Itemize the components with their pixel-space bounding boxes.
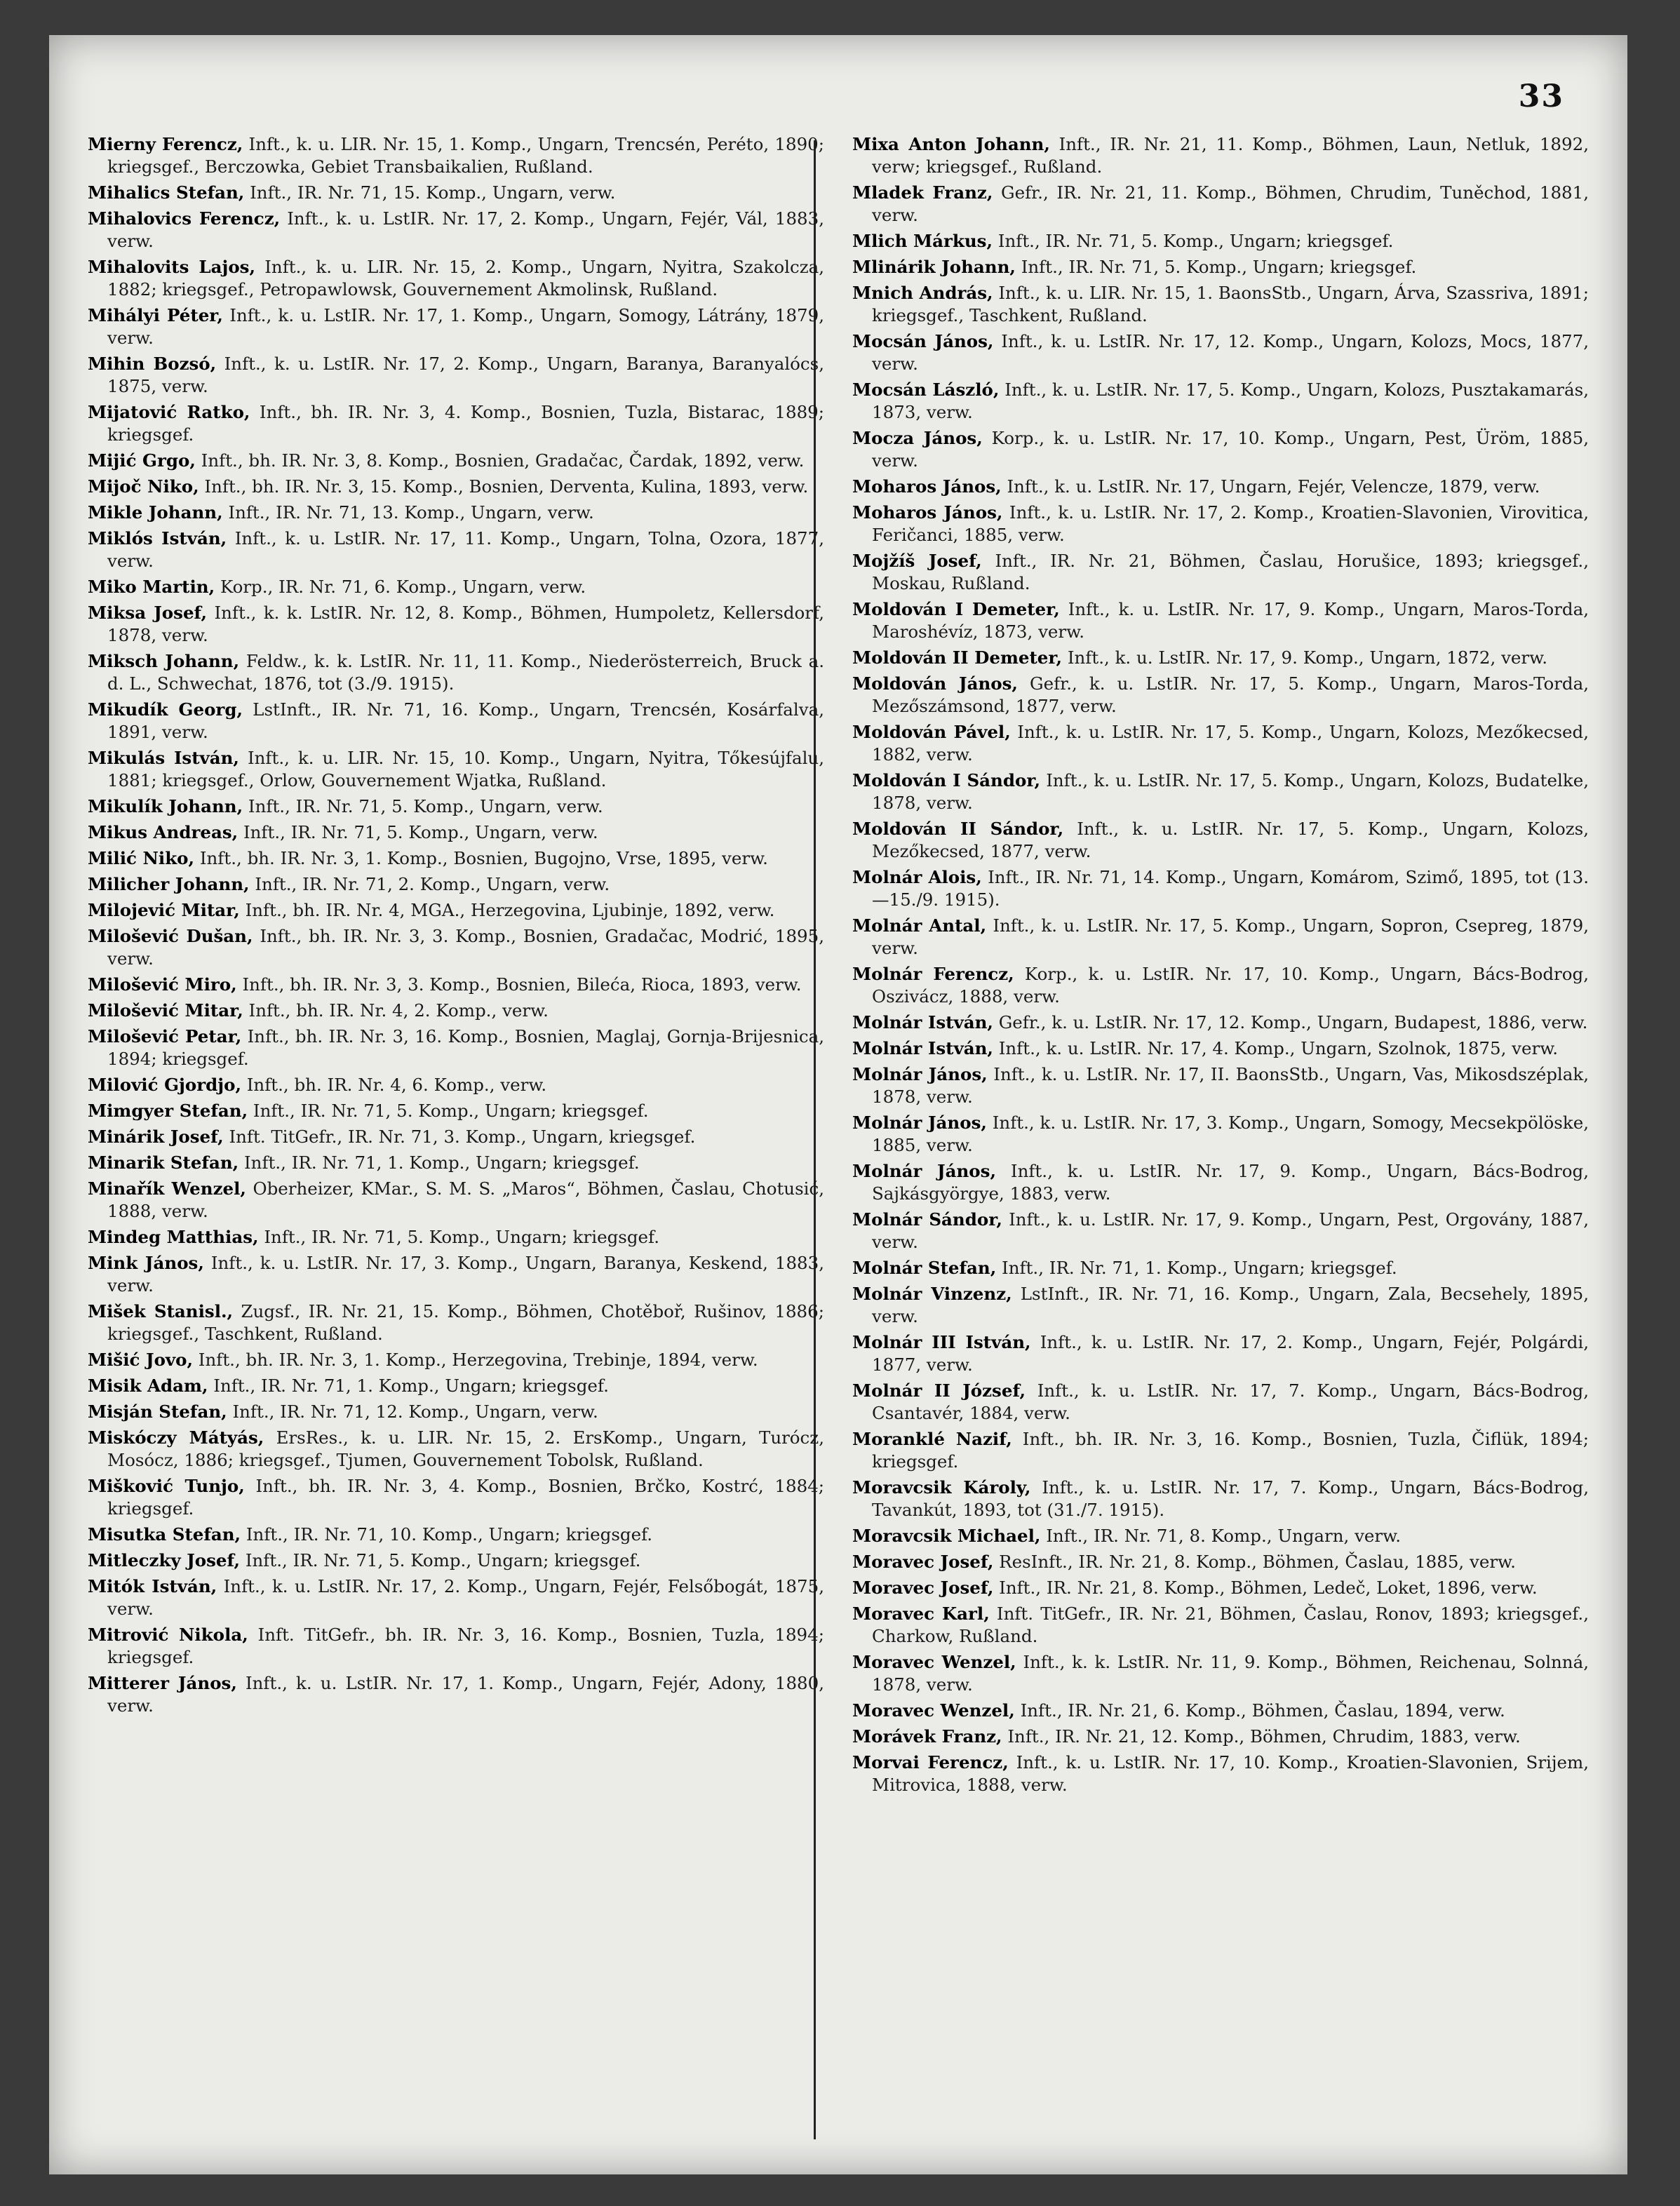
entry-details: Inft., IR. Nr. 71, 5. Komp., Ungarn, verw. — [243, 796, 603, 816]
list-entry — [88, 1427, 824, 1472]
list-entry — [88, 925, 824, 970]
entry-details: Gefr., k. u. LstIR. Nr. 17, 12. Komp., Ungarn, Budapest, 1886, verw. — [993, 1012, 1588, 1033]
list-entry — [852, 476, 1589, 498]
entry-name: Mocsán László, — [852, 379, 1000, 400]
entry-details: Inft., bh. IR. Nr. 3, 1. Komp., Bosnien, Bugojno, Vrse, 1895, verw. — [194, 848, 768, 868]
list-entry — [88, 899, 824, 922]
entry-details: Inft. TitGefr., IR. Nr. 21, Böhmen, Časlau, Ronov, 1893; kriegsgef., Charkow, Rußland. — [872, 1603, 1589, 1646]
list-entry — [88, 847, 824, 870]
list-entry — [88, 1524, 824, 1546]
entry-name: Molnár Stefan, — [852, 1258, 997, 1278]
entry-name: Mlinárik Johann, — [852, 257, 1016, 277]
entry-name: Molnár Alois, — [852, 867, 982, 887]
entry-details: Inft., k. u. LstIR. Nr. 17, 5. Komp., Ungarn, Kolozs, Mezőkecsed, 1877, verw. — [872, 819, 1589, 861]
entry-details: Oberheizer, KMar., S. M. S. „Maros“, Böhmen, Časlau, Chotusić, 1888, verw. — [107, 1178, 824, 1221]
entry-details: Inft., bh. IR. Nr. 3, 3. Komp., Bosnien, Gradačac, Modrić, 1895, verw. — [107, 926, 824, 969]
list-entry — [852, 1551, 1589, 1573]
entry-details: Inft., k. k. LstIR. Nr. 12, 8. Komp., Böhmen, Humpoletz, Kellersdorf, 1878, verw. — [107, 603, 824, 645]
list-entry — [852, 598, 1589, 643]
entry-name: Moldován II Demeter, — [852, 647, 1063, 668]
list-entry — [88, 1401, 824, 1423]
entry-details: Inft., k. u. LstIR. Nr. 17, 1. Komp., Ungarn, Fejér, Adony, 1880, verw. — [107, 1673, 824, 1716]
entry-details: Inft., IR. Nr. 21, 12. Komp., Böhmen, Chrudim, 1883, verw. — [1002, 1726, 1521, 1747]
entry-name: Moldován Pável, — [852, 722, 1011, 742]
list-entry — [88, 256, 824, 301]
entry-name: Miksch Johann, — [88, 651, 240, 671]
list-entry — [852, 1603, 1589, 1648]
entry-name: Minárik Josef, — [88, 1126, 224, 1147]
entry-name: Misik Adam, — [88, 1376, 208, 1396]
entry-name: Mitleczky Josef, — [88, 1550, 241, 1571]
entry-name: Molnár János, — [852, 1161, 996, 1181]
list-entry — [88, 1549, 824, 1572]
page-number: 33 — [1518, 79, 1564, 114]
entry-details: Inft., k. u. LstIR. Nr. 17, 2. Komp., Kroatien-Slavonien, Virovitica, Feričanci, 1885, verw. — [872, 502, 1589, 545]
entry-details: Inft., k. u. LstIR. Nr. 17, 3. Komp., Ungarn, Somogy, Mecsekpölöske, 1885, verw. — [872, 1112, 1589, 1155]
list-entry — [88, 1475, 824, 1520]
list-entry — [852, 866, 1589, 911]
entry-name: Moldován János, — [852, 673, 1018, 694]
list-entry — [88, 795, 824, 818]
list-entry — [852, 427, 1589, 472]
list-entry — [88, 133, 824, 178]
list-entry — [852, 1477, 1589, 1521]
entry-name: Molnár János, — [852, 1112, 987, 1133]
entry-details: LstInft., IR. Nr. 71, 16. Komp., Ungarn, Zala, Becsehely, 1895, verw. — [872, 1284, 1589, 1326]
list-entry — [88, 401, 824, 446]
list-entry — [852, 1011, 1589, 1034]
entry-details: Inft., IR. Nr. 71, 8. Komp., Ungarn, verw. — [1040, 1526, 1401, 1546]
list-entry — [88, 502, 824, 524]
entry-name: Mikudík Georg, — [88, 699, 243, 720]
entry-details: Inft., k. u. LstIR. Nr. 17, 2. Komp., Ungarn, Fejér, Polgárdi, 1877, verw. — [872, 1332, 1589, 1375]
entry-details: Korp., k. u. LstIR. Nr. 17, 10. Komp., Ungarn, Bács-Bodrog, Oszivácz, 1888, verw. — [872, 964, 1589, 1007]
entry-name: Moldován I Demeter, — [852, 599, 1060, 619]
entry-name: Milicher Johann, — [88, 874, 250, 894]
entry-name: Misján Stefan, — [88, 1401, 227, 1422]
list-entry — [852, 818, 1589, 863]
entry-name: Mihalovics Ferencz, — [88, 208, 281, 229]
entry-details: Inft., k. u. LstIR. Nr. 17, 10. Komp., Kroatien-Slavonien, Srijem, Mitrovica, 1888, verw. — [872, 1752, 1589, 1795]
entry-name: Moravcsik Michael, — [852, 1526, 1041, 1546]
entry-name: Mierny Ferencz, — [88, 134, 243, 154]
list-entry — [88, 1000, 824, 1022]
list-entry — [852, 1160, 1589, 1205]
entry-name: Moharos János, — [852, 502, 1003, 523]
entry-details: Inft., IR. Nr. 71, 5. Komp., Ungarn; kriegsgef. — [258, 1227, 659, 1247]
list-entry — [852, 256, 1589, 278]
list-entry — [88, 450, 824, 472]
list-entry — [852, 1331, 1589, 1376]
columns — [88, 133, 1589, 2153]
entry-details: Gefr., k. u. LstIR. Nr. 17, 5. Komp., Ungarn, Maros-Torda, Mezőszámsond, 1877, verw. — [872, 673, 1589, 716]
entry-details: Inft. TitGefr., IR. Nr. 71, 3. Komp., Ungarn, kriegsgef. — [223, 1126, 696, 1147]
list-entry — [88, 1624, 824, 1669]
entry-details: Inft., k. u. LstIR. Nr. 17, 5. Komp., Ungarn, Kolozs, Budatelke, 1878, verw. — [872, 770, 1589, 813]
entry-details: Inft., IR. Nr. 71, 5. Komp., Ungarn; kriegsgef. — [1015, 257, 1417, 277]
right-column — [852, 133, 1589, 2153]
entry-details: Inft., k. u. LIR. Nr. 15, 1. BaonsStb., Ungarn, Árva, Szassriva, 1891; kriegsgef., Taschkent, Rußland. — [872, 283, 1589, 325]
list-entry — [852, 133, 1589, 178]
list-entry — [852, 1063, 1589, 1108]
entry-name: Mihin Bozsó, — [88, 354, 217, 374]
entry-details: Inft., IR. Nr. 71, 1. Komp., Ungarn; kriegsgef. — [208, 1376, 609, 1396]
list-entry — [88, 1074, 824, 1096]
entry-details: Inft., IR. Nr. 71, 10. Komp., Ungarn; kriegsgef. — [241, 1524, 653, 1545]
list-entry — [852, 379, 1589, 424]
list-entry — [88, 1178, 824, 1223]
entry-details: Inft., IR. Nr. 21, 8. Komp., Böhmen, Ledeč, Loket, 1896, verw. — [993, 1578, 1538, 1598]
list-entry — [88, 699, 824, 744]
entry-name: Moharos János, — [852, 476, 1002, 497]
entry-name: Mikle Johann, — [88, 502, 223, 523]
entry-details: Inft., k. u. LstIR. Nr. 17, 9. Komp., Ungarn, Pest, Orgovány, 1887, verw. — [872, 1209, 1589, 1252]
list-entry — [852, 1577, 1589, 1599]
document-page — [49, 35, 1627, 2174]
entry-name: Milošević Petar, — [88, 1026, 242, 1047]
entry-name: Mišić Jovo, — [88, 1350, 194, 1370]
list-entry — [88, 208, 824, 253]
entry-details: Inft., k. u. LstIR. Nr. 17, 5. Komp., Ungarn, Sopron, Csepreg, 1879, verw. — [872, 915, 1589, 958]
list-entry — [852, 721, 1589, 766]
entry-details: Inft., IR. Nr. 21, 11. Komp., Böhmen, Laun, Netluk, 1892, verw; kriegsgef., Rußland. — [872, 134, 1589, 177]
list-entry — [88, 576, 824, 598]
entry-details: ResInft., IR. Nr. 21, 8. Komp., Böhmen, Časlau, 1885, verw. — [993, 1552, 1516, 1572]
entry-details: ErsRes., k. u. LIR. Nr. 15, 2. ErsKomp., Ungarn, Turócz, Mosócz, 1886; kriegsgef., Tjumen, Gouvernement Tobolsk, Rußland. — [107, 1427, 824, 1470]
list-entry — [88, 821, 824, 844]
entry-details: Inft., IR. Nr. 71, 1. Komp., Ungarn; kriegsgef. — [238, 1152, 640, 1173]
entry-details: Inft., k. u. LstIR. Nr. 17, 1. Komp., Ungarn, Somogy, Látrány, 1879, verw. — [107, 305, 824, 348]
entry-name: Mihalovits Lajos, — [88, 257, 256, 277]
list-entry — [88, 650, 824, 695]
entry-details: LstInft., IR. Nr. 71, 16. Komp., Ungarn, Trencsén, Kosárfalva, 1891, verw. — [107, 699, 824, 742]
entry-name: Miklós István, — [88, 528, 227, 549]
entry-details: Inft., k. u. LstIR. Nr. 17, 12. Komp., Ungarn, Kolozs, Mocs, 1877, verw. — [872, 331, 1589, 374]
list-entry — [88, 353, 824, 398]
entry-details: Inft., k. u. LstIR. Nr. 17, 9. Komp., Ungarn, Bács-Bodrog, Sajkásgyörgye, 1883, verw. — [872, 1161, 1589, 1204]
list-entry — [88, 1300, 824, 1345]
entry-details: Inft., IR. Nr. 71, 15. Komp., Ungarn, verw. — [244, 182, 616, 203]
entry-details: Inft., k. u. LstIR. Nr. 17, 9. Komp., Ungarn, Maros-Torda, Maroshévíz, 1873, verw. — [872, 599, 1589, 642]
entry-details: Inft., IR. Nr. 71, 5. Komp., Ungarn; kriegsgef. — [248, 1101, 649, 1121]
list-entry — [88, 1349, 824, 1371]
entry-name: Mladek Franz, — [852, 182, 993, 203]
entry-name: Milić Niko, — [88, 848, 195, 868]
entry-details: Korp., IR. Nr. 71, 6. Komp., Ungarn, verw. — [215, 577, 586, 597]
entry-details: Inft., bh. IR. Nr. 4, 6. Komp., verw. — [241, 1075, 547, 1095]
list-entry — [88, 1126, 824, 1148]
entry-details: Inft. TitGefr., bh. IR. Nr. 3, 16. Komp., Bosnien, Tuzla, 1894; kriegsgef. — [107, 1625, 824, 1667]
entry-details: Inft., IR. Nr. 71, 13. Komp., Ungarn, verw. — [222, 502, 594, 523]
entry-name: Minarik Stefan, — [88, 1152, 239, 1173]
list-entry — [88, 1575, 824, 1620]
list-entry — [852, 502, 1589, 546]
entry-details: Inft., bh. IR. Nr. 4, MGA., Herzegovina, Ljubinje, 1892, verw. — [239, 900, 775, 920]
entry-details: Inft., IR. Nr. 71, 5. Komp., Ungarn, verw. — [238, 822, 598, 842]
entry-name: Misutka Stefan, — [88, 1524, 241, 1545]
list-entry — [88, 1100, 824, 1122]
list-entry — [852, 1257, 1589, 1279]
entry-name: Morávek Franz, — [852, 1726, 1002, 1747]
list-entry — [852, 1428, 1589, 1473]
entry-name: Moravec Wenzel, — [852, 1652, 1016, 1672]
list-entry — [852, 1283, 1589, 1328]
entry-details: Inft., bh. IR. Nr. 3, 4. Komp., Bosnien, Tuzla, Bistarac, 1889; kriegsgef. — [107, 402, 824, 445]
list-entry — [88, 527, 824, 572]
list-entry — [852, 1037, 1589, 1060]
entry-name: Mitók István, — [88, 1576, 217, 1596]
list-entry — [88, 974, 824, 996]
entry-name: Moranklé Nazif, — [852, 1429, 1012, 1449]
list-entry — [852, 1726, 1589, 1748]
list-entry — [852, 1700, 1589, 1722]
entry-name: Mitterer János, — [88, 1673, 237, 1693]
entry-name: Molnár Vinzenz, — [852, 1284, 1012, 1304]
entry-name: Molnár Sándor, — [852, 1209, 1002, 1230]
entry-name: Minařík Wenzel, — [88, 1178, 246, 1199]
list-entry — [88, 1252, 824, 1297]
entry-name: Mnich András, — [852, 283, 993, 303]
entry-details: Gefr., IR. Nr. 21, 11. Komp., Böhmen, Chrudim, Tuněchod, 1881, verw. — [872, 182, 1589, 225]
entry-details: Inft., k. u. LstIR. Nr. 17, 11. Komp., Ungarn, Tolna, Ozora, 1877, verw. — [107, 528, 824, 571]
list-entry — [852, 1651, 1589, 1696]
list-entry — [852, 1112, 1589, 1157]
entry-details: Inft., k. u. LstIR. Nr. 17, 9. Komp., Ungarn, 1872, verw. — [1062, 647, 1547, 668]
entry-name: Mijatović Ratko, — [88, 402, 250, 422]
entry-details: Inft., bh. IR. Nr. 3, 4. Komp., Bosnien, Brčko, Kostrć, 1884; kriegsgef. — [107, 1476, 824, 1519]
list-entry — [852, 182, 1589, 227]
entry-details: Inft., k. u. LstIR. Nr. 17, 2. Komp., Ungarn, Fejér, Vál, 1883, verw. — [107, 208, 824, 251]
entry-name: Moravec Wenzel, — [852, 1700, 1015, 1721]
list-entry — [852, 282, 1589, 327]
entry-name: Mihalics Stefan, — [88, 182, 245, 203]
entry-name: Molnár István, — [852, 1012, 993, 1033]
entry-name: Molnár Ferencz, — [852, 964, 1014, 984]
entry-details: Inft., k. u. LstIR. Nr. 17, 2. Komp., Ungarn, Fejér, Felsőbogát, 1875, verw. — [107, 1576, 824, 1619]
list-entry — [88, 1226, 824, 1249]
list-entry — [852, 963, 1589, 1008]
list-entry — [852, 1380, 1589, 1425]
list-entry — [852, 673, 1589, 718]
list-entry — [852, 769, 1589, 814]
entry-name: Moldován I Sándor, — [852, 770, 1041, 791]
entry-details: Inft., IR. Nr. 71, 2. Komp., Ungarn, verw. — [249, 874, 610, 894]
list-entry — [88, 747, 824, 792]
entry-details: Inft., IR. Nr. 21, 6. Komp., Böhmen, Časlau, 1894, verw. — [1014, 1700, 1505, 1721]
entry-details: Inft., k. u. LstIR. Nr. 17, 7. Komp., Ungarn, Bács-Bodrog, Csantavér, 1884, verw. — [872, 1380, 1589, 1423]
entry-name: Molnár III István, — [852, 1332, 1031, 1352]
entry-name: Mimgyer Stefan, — [88, 1101, 248, 1121]
list-entry — [852, 1751, 1589, 1796]
list-entry — [852, 230, 1589, 253]
entry-name: Molnár Antal, — [852, 915, 987, 936]
entry-name: Mikulík Johann, — [88, 796, 243, 816]
list-entry — [852, 915, 1589, 960]
list-entry — [852, 1209, 1589, 1253]
entry-name: Milošević Mitar, — [88, 1000, 243, 1021]
entry-name: Milović Gjordjo, — [88, 1075, 241, 1095]
entry-details: Inft., k. u. LstIR. Nr. 17, 2. Komp., Ungarn, Baranya, Baranyalócs, 1875, verw. — [107, 354, 824, 396]
entry-details: Inft., IR. Nr. 71, 1. Komp., Ungarn; kriegsgef. — [996, 1258, 1397, 1278]
entry-name: Mikus Andreas, — [88, 822, 238, 842]
entry-details: Zugsf., IR. Nr. 21, 15. Komp., Böhmen, Chotěboř, Rušinov, 1886; kriegsgef., Taschkent, Rußland. — [107, 1301, 824, 1344]
entry-name: Mijić Grgo, — [88, 450, 196, 471]
entry-details: Inft., bh. IR. Nr. 3, 1. Komp., Herzegovina, Trebinje, 1894, verw. — [193, 1350, 758, 1370]
entry-name: Moravcsik Károly, — [852, 1477, 1031, 1498]
entry-name: Mijoč Niko, — [88, 476, 199, 497]
entry-name: Mišek Stanisl., — [88, 1301, 234, 1321]
entry-name: Moldován II Sándor, — [852, 819, 1064, 839]
entry-name: Molnár István, — [852, 1038, 993, 1058]
entry-name: Moravec Josef, — [852, 1552, 994, 1572]
entry-details: Inft., bh. IR. Nr. 3, 8. Komp., Bosnien, Gradačac, Čardak, 1892, verw. — [195, 450, 805, 471]
entry-name: Miko Martin, — [88, 577, 215, 597]
list-entry — [852, 330, 1589, 375]
entry-name: Miksa Josef, — [88, 603, 208, 623]
left-column — [88, 133, 824, 2153]
entry-name: Mojžíš Josef, — [852, 551, 982, 571]
entry-name: Milošević Dušan, — [88, 926, 253, 946]
entry-name: Mlich Márkus, — [852, 231, 993, 251]
entry-details: Inft., k. u. LstIR. Nr. 17, Ungarn, Fejér, Velencze, 1879, verw. — [1001, 476, 1540, 497]
entry-details: Inft., IR. Nr. 71, 5. Komp., Ungarn; kriegsgef. — [240, 1550, 641, 1571]
entry-details: Inft., k. u. LstIR. Nr. 17, 5. Komp., Ungarn, Kolozs, Pusztakamarás, 1873, verw. — [872, 379, 1589, 422]
entry-details: Inft., k. u. LIR. Nr. 15, 2. Komp., Ungarn, Nyitra, Szakolcza, 1882; kriegsgef., Petropawlowsk, Gouvernement Akmolinsk, Rußland. — [107, 257, 824, 300]
list-entry — [852, 1525, 1589, 1547]
list-entry — [852, 647, 1589, 669]
entry-name: Moravec Josef, — [852, 1578, 994, 1598]
list-entry — [88, 1152, 824, 1174]
entry-details: Inft., k. u. LstIR. Nr. 17, 3. Komp., Ungarn, Baranya, Keskend, 1883, verw. — [107, 1253, 824, 1296]
entry-name: Mocza János, — [852, 428, 983, 448]
entry-name: Miskóczy Mátyás, — [88, 1427, 264, 1448]
entry-details: Korp., k. u. LstIR. Nr. 17, 10. Komp., Ungarn, Pest, Üröm, 1885, verw. — [872, 428, 1589, 471]
list-entry — [88, 1025, 824, 1070]
entry-details: Inft., IR. Nr. 21, Böhmen, Časlau, Horušice, 1893; kriegsgef., Moskau, Rußland. — [872, 551, 1589, 593]
entry-details: Inft., bh. IR. Nr. 3, 3. Komp., Bosnien, Bileća, Rioca, 1893, verw. — [236, 974, 802, 995]
entry-details: Inft., IR. Nr. 71, 5. Komp., Ungarn; kriegsgef. — [993, 231, 1394, 251]
entry-name: Mikulás István, — [88, 748, 239, 768]
entry-name: Molnár János, — [852, 1064, 988, 1084]
entry-name: Mindeg Matthias, — [88, 1227, 259, 1247]
entry-name: Mihályi Péter, — [88, 305, 223, 325]
list-entry — [88, 602, 824, 647]
list-entry — [88, 476, 824, 498]
entry-details: Inft., k. u. LstIR. Nr. 17, 7. Komp., Ungarn, Bács-Bodrog, Tavankút, 1893, tot (31./7. 1915). — [872, 1477, 1589, 1520]
list-entry — [88, 182, 824, 204]
list-entry — [88, 304, 824, 349]
entry-name: Morvai Ferencz, — [852, 1752, 1009, 1773]
entry-details: Inft., k. u. LstIR. Nr. 17, 5. Komp., Ungarn, Kolozs, Mezőkecsed, 1882, verw. — [872, 722, 1589, 765]
list-entry — [852, 550, 1589, 595]
entry-details: Inft., k. u. LIR. Nr. 15, 1. Komp., Ungarn, Trencsén, Peréto, 1890; kriegsgef., Berczowka, Gebiet Transbaikalien, Rußland. — [107, 134, 824, 177]
entry-name: Mišković Tunjo, — [88, 1476, 245, 1496]
list-entry — [88, 873, 824, 896]
entry-name: Milojević Mitar, — [88, 900, 240, 920]
entry-details: Inft., bh. IR. Nr. 3, 15. Komp., Bosnien, Derventa, Kulina, 1893, verw. — [199, 476, 809, 497]
entry-details: Inft., k. u. LstIR. Nr. 17, II. BaonsStb., Ungarn, Vas, Mikosdszéplak, 1878, verw. — [872, 1064, 1589, 1107]
entry-details: Inft., k. k. LstIR. Nr. 11, 9. Komp., Böhmen, Reichenau, Solnná, 1878, verw. — [872, 1652, 1589, 1695]
entry-name: Mink János, — [88, 1253, 204, 1273]
entry-name: Mixa Anton Johann, — [852, 134, 1050, 154]
entry-name: Milošević Miro, — [88, 974, 237, 995]
entry-details: Feldw., k. k. LstIR. Nr. 11, 11. Komp., Niederösterreich, Bruck a. d. L., Schwechat, 1876, tot (3./9. 1915). — [107, 651, 824, 694]
entry-name: Mitrović Nikola, — [88, 1625, 248, 1645]
list-entry — [88, 1672, 824, 1717]
entry-name: Mocsán János, — [852, 331, 994, 351]
entry-name: Molnár II József, — [852, 1380, 1026, 1401]
entry-details: Inft., bh. IR. Nr. 3, 16. Komp., Bosnien, Maglaj, Gornja-Brijesnica, 1894; kriegsgef. — [107, 1026, 824, 1069]
entry-details: Inft., k. u. LstIR. Nr. 17, 4. Komp., Ungarn, Szolnok, 1875, verw. — [993, 1038, 1559, 1058]
entry-details: Inft., k. u. LIR. Nr. 15, 10. Komp., Ungarn, Nyitra, Tőkesújfalu, 1881; kriegsgef., Orlow, Gouvernement Wjatka, Rußland. — [107, 748, 824, 791]
entry-details: Inft., bh. IR. Nr. 4, 2. Komp., verw. — [243, 1000, 549, 1021]
entry-name: Moravec Karl, — [852, 1603, 990, 1624]
entry-details: Inft., bh. IR. Nr. 3, 16. Komp., Bosnien, Tuzla, Čiflük, 1894; kriegsgef. — [872, 1429, 1589, 1472]
entry-details: Inft., IR. Nr. 71, 12. Komp., Ungarn, verw. — [227, 1401, 598, 1422]
entry-details: Inft., IR. Nr. 71, 14. Komp., Ungarn, Komárom, Szimő, 1895, tot (13.—15./9. 1915). — [872, 867, 1589, 910]
list-entry — [88, 1375, 824, 1397]
